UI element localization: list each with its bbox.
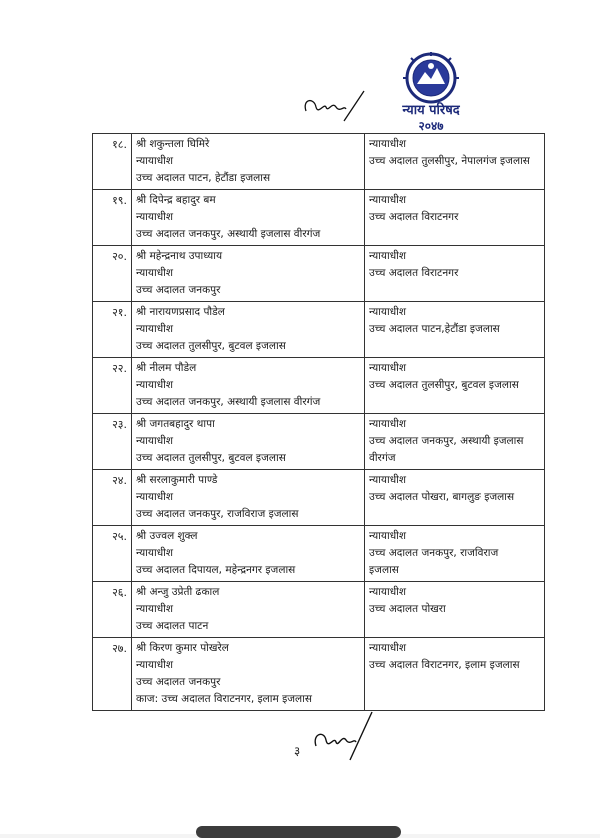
current-posting-cell	[132, 246, 365, 302]
new-designation: न्यायाधीश	[369, 362, 407, 374]
judge-name: श्री किरण कुमार पोखरेल	[136, 642, 229, 654]
current-court: उच्च अदालत जनकपुर	[136, 284, 221, 296]
current-court: उच्च अदालत जनकपुर, अस्थायी इजलास वीरगंज	[136, 228, 321, 240]
deputation-note: काज: उच्च अदालत विराटनगर, इलाम इजलास	[136, 693, 312, 705]
judge-name: श्री अन्जु उप्रेती ढकाल	[136, 586, 220, 598]
current-posting-cell	[132, 190, 365, 246]
new-posting-cell	[365, 582, 545, 638]
current-court: उच्च अदालत जनकपुर, राजविराज इजलास	[136, 508, 299, 520]
row-number: २७.	[93, 638, 132, 711]
new-posting-cell	[365, 470, 545, 526]
row-number: १८.	[93, 134, 132, 190]
judge-designation: न्यायाधीश	[136, 211, 174, 223]
current-court: उच्च अदालत दिपायल, महेन्द्रनगर इजलास	[136, 564, 296, 576]
table-row	[93, 246, 545, 302]
table-row	[93, 358, 545, 414]
judge-transfer-table	[92, 133, 545, 711]
table-row	[93, 638, 545, 711]
new-court: उच्च अदालत विराटनगर	[369, 267, 459, 279]
judge-designation: न्यायाधीश	[136, 379, 174, 391]
new-court: उच्च अदालत पोखरा	[369, 603, 446, 615]
new-designation: न्यायाधीश	[369, 194, 407, 206]
row-number: १९.	[93, 190, 132, 246]
new-court-continued: वीरगंज	[369, 452, 396, 464]
new-designation: न्यायाधीश	[369, 418, 407, 430]
judge-name: श्री उज्वल शुक्ल	[136, 530, 198, 542]
new-posting-cell	[365, 358, 545, 414]
row-number: २१.	[93, 302, 132, 358]
judge-designation: न्यायाधीश	[136, 491, 174, 503]
new-court: उच्च अदालत विराटनगर	[369, 211, 459, 223]
current-court: उच्च अदालत जनकपुर	[136, 676, 221, 688]
new-posting-cell	[365, 414, 545, 470]
row-number: २०.	[93, 246, 132, 302]
new-designation: न्यायाधीश	[369, 530, 407, 542]
row-number: २३.	[93, 414, 132, 470]
judge-name: श्री शकुन्तला घिमिरे	[136, 138, 210, 150]
new-court: उच्च अदालत जनकपुर, राजविराज	[369, 547, 499, 559]
judge-designation: न्यायाधीश	[136, 267, 174, 279]
row-number: २४.	[93, 470, 132, 526]
table-row	[93, 302, 545, 358]
table-row	[93, 470, 545, 526]
judge-designation: न्यायाधीश	[136, 603, 174, 615]
current-court: उच्च अदालत पाटन, हेटौंडा इजलास	[136, 172, 271, 184]
new-designation: न्यायाधीश	[369, 138, 407, 150]
table-row	[93, 134, 545, 190]
judge-designation: न्यायाधीश	[136, 547, 174, 559]
new-designation: न्यायाधीश	[369, 474, 407, 486]
row-number: २६.	[93, 582, 132, 638]
current-posting-cell	[132, 638, 365, 711]
new-posting-cell	[365, 190, 545, 246]
table-row	[93, 414, 545, 470]
current-court: उच्च अदालत पाटन	[136, 620, 209, 632]
new-posting-cell	[365, 526, 545, 582]
new-designation: न्यायाधीश	[369, 250, 407, 262]
new-court: उच्च अदालत पाटन,हेटौंडा इजलास	[369, 323, 500, 335]
seal-year: २०४७	[418, 119, 444, 133]
new-designation: न्यायाधीश	[369, 586, 407, 598]
new-court-continued: इजलास	[369, 564, 399, 576]
new-court: उच्च अदालत पोखरा, बागलुङ इजलास	[369, 491, 515, 503]
current-court: उच्च अदालत जनकपुर, अस्थायी इजलास वीरगंज	[136, 396, 321, 408]
judge-name: श्री दिपेन्द्र बहादुर बम	[136, 194, 216, 206]
new-court: उच्च अदालत तुलसीपुर, नेपालगंज इजलास	[369, 155, 530, 167]
current-posting-cell	[132, 414, 365, 470]
new-court: उच्च अदालत तुलसीपुर, बुटवल इजलास	[369, 379, 519, 391]
current-posting-cell	[132, 526, 365, 582]
judge-name: श्री जगतबहादुर थापा	[136, 418, 215, 430]
signature-top	[300, 85, 380, 125]
judge-name: श्री महेन्द्रनाथ उपाध्याय	[136, 250, 223, 262]
current-posting-cell	[132, 358, 365, 414]
current-court: उच्च अदालत तुलसीपुर, बुटवल इजलास	[136, 452, 286, 464]
judge-designation: न्यायाधीश	[136, 323, 174, 335]
signature-bottom	[310, 708, 385, 763]
new-court: उच्च अदालत जनकपुर, अस्थायी इजलास	[369, 435, 524, 447]
new-posting-cell	[365, 134, 545, 190]
judge-designation: न्यायाधीश	[136, 435, 174, 447]
current-posting-cell	[132, 582, 365, 638]
new-court: उच्च अदालत विराटनगर, इलाम इजलास	[369, 659, 520, 671]
viewer-scroll-handle[interactable]	[196, 826, 401, 838]
row-number: २५.	[93, 526, 132, 582]
seal-org-name: न्याय परिषद	[402, 103, 460, 118]
new-posting-cell	[365, 246, 545, 302]
table-row	[93, 526, 545, 582]
current-posting-cell	[132, 470, 365, 526]
judge-designation: न्यायाधीश	[136, 155, 174, 167]
current-court: उच्च अदालत तुलसीपुर, बुटवल इजलास	[136, 340, 286, 352]
page-number: ३	[294, 744, 301, 758]
new-designation: न्यायाधीश	[369, 306, 407, 318]
new-posting-cell	[365, 638, 545, 711]
current-posting-cell	[132, 134, 365, 190]
nyaya-parishad-seal	[395, 52, 467, 134]
new-posting-cell	[365, 302, 545, 358]
row-number: २२.	[93, 358, 132, 414]
judge-name: श्री नीलम पौडेल	[136, 362, 197, 374]
current-posting-cell	[132, 302, 365, 358]
judge-name: श्री सरलाकुमारी पाण्डे	[136, 474, 218, 486]
table-row	[93, 190, 545, 246]
judge-name: श्री नारायणप्रसाद पौडेल	[136, 306, 225, 318]
new-designation: न्यायाधीश	[369, 642, 407, 654]
table-row	[93, 582, 545, 638]
judge-designation: न्यायाधीश	[136, 659, 174, 671]
